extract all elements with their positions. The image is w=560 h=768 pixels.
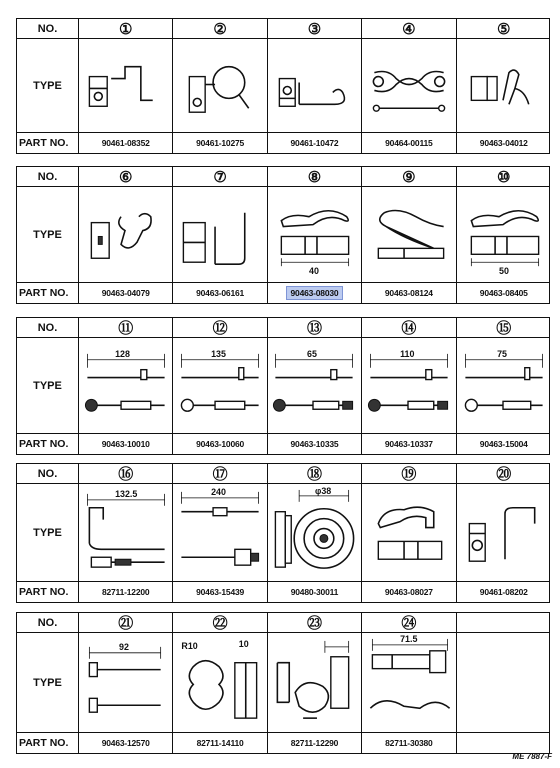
item-number: ⑲ xyxy=(362,464,456,483)
type-label: TYPE xyxy=(17,338,79,433)
empty-cell xyxy=(457,733,551,753)
item-number: ⑰ xyxy=(173,464,267,483)
part-number: 90461-10275 xyxy=(173,133,267,153)
item-number: ㉓ xyxy=(268,613,362,632)
item-number: ㉔ xyxy=(362,613,456,632)
type-row xyxy=(17,39,549,133)
part-number-row xyxy=(17,733,549,753)
header-row xyxy=(17,318,549,338)
clamp-drawing xyxy=(362,187,456,282)
no-label: NO. xyxy=(17,19,79,38)
part-number: 90461-10472 xyxy=(268,133,362,153)
part-number: 90463-12570 xyxy=(79,733,173,753)
part-number: 82711-14110 xyxy=(173,733,267,753)
part-number-row xyxy=(17,434,549,454)
type-row xyxy=(17,633,549,733)
part-number: 90463-15004 xyxy=(479,439,528,449)
clamp-drawing xyxy=(79,187,173,282)
item-number: ⑩ xyxy=(497,168,511,186)
clamp-drawing xyxy=(268,633,362,732)
dimension-label: 75 xyxy=(496,348,507,359)
grommet-drawing xyxy=(268,484,362,581)
part-number: 82711-30380 xyxy=(362,733,456,753)
part-no-label: PART NO. xyxy=(17,733,79,753)
dimension-label: 132.5 xyxy=(114,488,138,499)
item-number: ⑧ xyxy=(268,167,362,186)
header-row xyxy=(17,613,549,633)
clamp-drawing xyxy=(457,187,551,282)
clamp-drawing xyxy=(79,633,173,732)
part-number: 90463-08405 xyxy=(479,288,528,298)
item-number: ⑬ xyxy=(268,318,362,337)
drawing-code: ME 7887-F xyxy=(512,752,552,761)
no-label: NO. xyxy=(17,464,79,483)
item-number: ⑦ xyxy=(173,167,267,186)
part-number: 90463-10337 xyxy=(362,434,456,454)
header-row xyxy=(17,167,549,187)
type-label: TYPE xyxy=(17,633,79,732)
part-number: 90463-04012 xyxy=(479,138,528,148)
clamp-drawing xyxy=(457,484,551,581)
part-number: 82711-12290 xyxy=(268,733,362,753)
tie-strap-drawing xyxy=(268,338,362,433)
part-number-row xyxy=(17,133,549,153)
type-row xyxy=(17,338,549,434)
part-number: 90463-06161 xyxy=(173,283,267,303)
item-number: ⑪ xyxy=(79,318,173,337)
type-label: TYPE xyxy=(17,187,79,282)
item-number: ⑯ xyxy=(79,464,173,483)
no-label: NO. xyxy=(17,167,79,186)
item-number: ⑭ xyxy=(362,318,456,337)
item-number: ③ xyxy=(268,19,362,38)
dimension-label: 110 xyxy=(399,348,415,359)
clamp-drawing xyxy=(362,39,456,132)
part-number-row xyxy=(17,283,549,303)
clamp-table-3 xyxy=(16,317,550,455)
dimension-label: 128 xyxy=(114,348,130,359)
clamp-drawing xyxy=(79,484,173,581)
part-no-label: PART NO. xyxy=(17,133,79,153)
clamp-drawing xyxy=(173,39,267,132)
part-number-row xyxy=(17,582,549,602)
item-number: ④ xyxy=(362,19,456,38)
part-number: 90463-10335 xyxy=(268,434,362,454)
tie-strap-drawing xyxy=(173,338,267,433)
part-number: 90461-08352 xyxy=(79,133,173,153)
clamp-drawing xyxy=(173,633,267,732)
empty-cell xyxy=(457,613,551,632)
no-label: NO. xyxy=(17,613,79,632)
part-number: 90461-08202 xyxy=(479,587,528,597)
radius-label: R10 xyxy=(181,640,198,651)
clamp-drawing xyxy=(173,187,267,282)
dimension-label: 71.5 xyxy=(399,633,418,644)
part-number: 90463-10060 xyxy=(173,434,267,454)
clamp-drawing xyxy=(268,39,362,132)
item-number: ⑤ xyxy=(497,20,511,38)
dimension-label: 240 xyxy=(211,486,227,497)
clamp-drawing xyxy=(79,39,173,132)
item-number: ⑨ xyxy=(362,167,456,186)
part-number: 90464-00115 xyxy=(362,133,456,153)
item-number: ⑫ xyxy=(173,318,267,337)
type-row xyxy=(17,484,549,582)
dimension-label: 65 xyxy=(307,348,318,359)
part-number: 90463-10010 xyxy=(79,434,173,454)
part-number: 82711-12200 xyxy=(79,582,173,602)
part-no-label: PART NO. xyxy=(17,283,79,303)
item-number: ⑱ xyxy=(268,464,362,483)
highlighted-part[interactable]: 90463-08030 xyxy=(286,286,344,300)
part-no-label: PART NO. xyxy=(17,582,79,602)
no-label: NO. xyxy=(17,318,79,337)
item-number: ⑳ xyxy=(496,466,512,483)
item-number: ㉑ xyxy=(79,613,173,632)
dimension-label: 40 xyxy=(309,266,320,277)
width-label: 10 xyxy=(238,638,249,649)
header-row xyxy=(17,19,549,39)
part-no-label: PART NO. xyxy=(17,434,79,454)
clamp-drawing xyxy=(457,39,551,132)
tie-strap-drawing xyxy=(457,338,551,433)
clamp-drawing xyxy=(362,633,456,732)
type-label: TYPE xyxy=(17,484,79,581)
part-number: 90463-15439 xyxy=(173,582,267,602)
header-row xyxy=(17,464,549,484)
type-label: TYPE xyxy=(17,39,79,132)
dimension-label: 135 xyxy=(211,348,227,359)
clamp-table-4 xyxy=(16,463,550,603)
clamp-table-1 xyxy=(16,18,550,154)
item-number: ㉒ xyxy=(173,613,267,632)
part-number: 90463-08027 xyxy=(362,582,456,602)
clamp-drawing xyxy=(173,484,267,581)
part-number: 90463-04079 xyxy=(79,283,173,303)
dimension-label: 50 xyxy=(498,266,509,277)
clamp-drawing xyxy=(362,484,456,581)
clamp-table-5 xyxy=(16,612,550,754)
tie-strap-drawing xyxy=(362,338,456,433)
part-number: 90480-30011 xyxy=(268,582,362,602)
part-number-highlighted[interactable] xyxy=(268,283,362,303)
item-number: ② xyxy=(173,19,267,38)
tie-strap-drawing xyxy=(79,338,173,433)
type-row xyxy=(17,187,549,283)
clamp-table-2 xyxy=(16,166,550,304)
item-number: ⑥ xyxy=(79,167,173,186)
item-number: ⑮ xyxy=(496,320,512,337)
empty-cell xyxy=(457,633,551,732)
dimension-label: φ38 xyxy=(315,485,332,496)
dimension-label: 92 xyxy=(118,641,129,652)
clamp-drawing xyxy=(268,187,362,282)
part-number: 90463-08124 xyxy=(362,283,456,303)
item-number: ① xyxy=(79,19,173,38)
